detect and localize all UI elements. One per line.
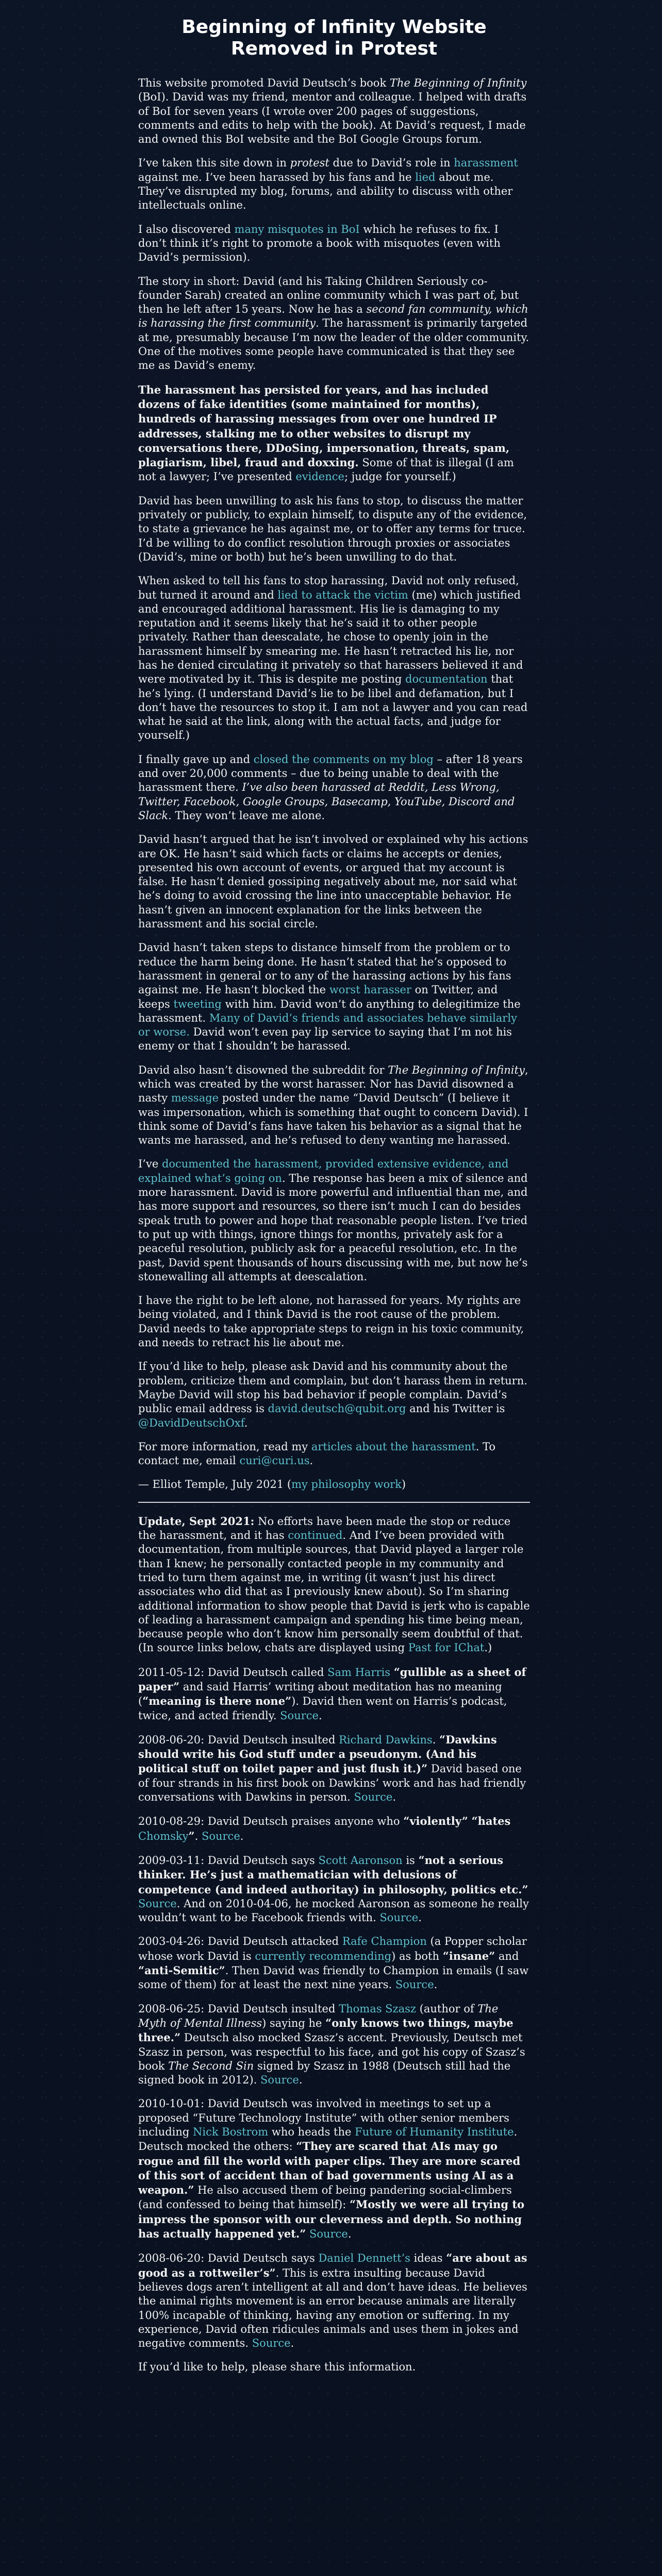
text: – after 18 years and over 20,000 comments – due to being unable to deal with the harassment there. [138, 753, 523, 794]
text: 2010-08-29: David Deutsch praises anyone who [138, 1815, 404, 1828]
paragraph-closed-comments [138, 753, 530, 823]
divider [138, 1502, 530, 1503]
text: I also discovered [138, 223, 235, 235]
text: David hasn’t argued that he isn’t involved or explained why his actions are OK. He hasn’t said which facts or claims he accepts or denies, presented his own account of events, or argued that my account is false. He hasn’t denied gossiping negatively about me, nor said what he’s doing to avoid crossing the line into unacceptable behavior. He hasn’t given an innocent explanation for the links between the harassment and his social circle. [138, 833, 528, 930]
text: and [495, 1950, 519, 1962]
quote: ” [188, 1829, 195, 1842]
richard-dawkins-link[interactable]: Richard Dawkins [339, 1733, 433, 1746]
text: Deutsch also mocked Szasz’s accent. Previously, Deutsch met Szasz in person, was respectful to his face, and got his copy of Szasz’s book [138, 2031, 525, 2072]
source-link[interactable]: Source [252, 2337, 291, 2350]
text: David also hasn’t disowned the subreddit for [138, 1063, 388, 1076]
text: with him. David won’t do anything to delegitimize the harassment. [138, 997, 521, 1024]
text [390, 1666, 394, 1679]
scott-aaronson-link[interactable]: Scott Aaronson [318, 1854, 403, 1867]
text: . [434, 1978, 438, 1991]
text: 2003-04-26: David Deutsch attacked [138, 1935, 342, 1948]
text: that he’s lying. (I understand David’s lie to be libel and defamation, but I don’t have the resources to stop it. I am not a lawyer and you can read what he said at the link, along with the actual facts, and judge for yourself.) [138, 673, 528, 742]
text: This website promoted David Deutsch’s book [138, 77, 390, 89]
book-title: The Beginning of Infinity [389, 77, 527, 89]
text: . [309, 1454, 313, 1467]
text: I’ve taken this site down in [138, 157, 290, 170]
text: which he refuses to fix. I don’t think it’s right to promote a book with misquotes (even with David’s permission). [138, 223, 501, 264]
quote: “gullible as a sheet of paper” [138, 1665, 526, 1693]
paragraph-no-distance [138, 941, 530, 1053]
text: . [290, 2337, 294, 2350]
entry-aaronson [138, 1853, 530, 1925]
contact-email-link[interactable]: curi@curi.us [239, 1454, 310, 1467]
text: ) saying he [262, 2016, 326, 2029]
continued-link[interactable]: continued [288, 1529, 343, 1542]
source-link[interactable]: Source [379, 1911, 419, 1924]
text: He also accused them of being pandering social-climbers (and confessed to being that himself): [138, 2184, 512, 2211]
text: due to David’s role in [329, 157, 454, 170]
text: . [347, 2228, 352, 2241]
source-link[interactable]: Source [354, 1791, 393, 1804]
text: . [392, 1791, 396, 1804]
text: , which was created by the worst harasser. Nor has David disowned a nasty [138, 1063, 528, 1105]
text: The story in short: David (and his Taking Children Seriously co-founder Sarah) created an online community which I was part of, but then he left after 15 years. Now he has a [138, 275, 519, 316]
entry-dawkins [138, 1733, 530, 1804]
text: (BoI). David was my friend, mentor and colleague. I helped with drafts of BoI for seven years (I wrote over 200 pages of suggestions, comments and edits to help with the book). At David’s request, I made and owned this BoI website and the BoI Google Groups forum. [138, 91, 527, 146]
text: ; judge for yourself.) [344, 470, 456, 483]
text: and his Twitter is [406, 1402, 505, 1415]
text: . The harassment is primarily targeted at me, presumably because I’m now the leader of the older community. One of the motives some people have communicated is that they see me as David’s enemy. [138, 317, 529, 372]
text: posted under the name “David Deutsch” (I believe it was impersonation, which is something that ought to concern David). I think some of David’s fans have taken his behavior as a signal that he wants me harassed, and he’s refused to deny wanting me harassed. [138, 1092, 528, 1147]
text: 2010-10-01: David Deutsch was involved in meetings to set up a proposed “Future Technology Institute” with other senior members including [138, 2097, 509, 2138]
text: 2009-03-11: David Deutsch says [138, 1854, 319, 1867]
update-label: Update, Sept 2021: [138, 1514, 255, 1528]
book-title: The Beginning of Infinity [388, 1063, 525, 1076]
text: (author of [416, 2002, 478, 2015]
text: When asked to tell his fans to stop harassing, David not only refused, but turned it around and [138, 574, 519, 601]
quote: “Mostly we were all trying to impress the sponsor with our cleverness and depth. So nothing has actually happened yet.” [138, 2198, 525, 2241]
text: ideas [410, 2252, 446, 2265]
update-paragraph [138, 1514, 530, 1655]
currently-recommending-link[interactable]: currently recommending [255, 1950, 392, 1962]
text: about me. They’ve disrupted my blog, forums, and ability to discuss with other intellectuals online. [138, 171, 513, 212]
entry-sam-harris [138, 1665, 530, 1723]
paragraph-story [138, 275, 530, 373]
friends-associates-link[interactable]: Many of David’s friends and associates behave similarly or worse. [138, 1011, 517, 1039]
text: signed by Szasz in 1988 (Deutsch still had the signed book in 2012). [138, 2059, 511, 2087]
emphasis: I’ve also been harassed at Reddit, Less Wrong, Twitter, Facebook, Google Groups, Basecamp, YouTube, Discord and Slack. [138, 781, 515, 822]
quote: “only knows two things, maybe three.” [138, 2016, 514, 2044]
quote: “not a serious thinker. He’s just a mathematician with delusions of competence (and indeed authoritay) in philosophy, politics etc.” [138, 1853, 528, 1896]
text: against me. I’ve been harassed by his fans and he [138, 171, 416, 183]
quote: “are about as good as a rottweiler’s” [138, 2251, 527, 2279]
text: David based one of four strands in his first book on Dawkins’ work and has had friendly conversations with Dawkins in person. [138, 1762, 526, 1804]
message-link[interactable]: message [171, 1092, 219, 1105]
text: . And on 2010-04-06, he mocked Aaronson as someone he really wouldn’t want to be Facebook friends with. [138, 1897, 529, 1924]
harassment-articles-link[interactable]: articles about the harassment [311, 1440, 476, 1453]
text: Some of that is illegal (I am not a lawyer; I’ve presented [138, 456, 514, 483]
quote: “violently” [403, 1815, 468, 1828]
text: . [432, 1733, 440, 1746]
sam-harris-link[interactable]: Sam Harris [327, 1666, 391, 1679]
text [468, 1815, 472, 1827]
text: ). David then went on Harris’s podcast, twice, and acted friendly. [138, 1695, 507, 1722]
quote: “hates [471, 1815, 511, 1828]
text: . Deutsch mocked the others: [138, 2126, 518, 2153]
text: (a Popper scholar whose work David is [138, 1935, 527, 1962]
text: ) [401, 1478, 406, 1491]
paragraph-not-argued [138, 833, 530, 931]
paragraph-documented [138, 1157, 530, 1284]
david-email-link[interactable]: david.deutsch@qubit.org [268, 1402, 406, 1415]
text: on Twitter, and keeps [138, 984, 498, 1010]
text: is [402, 1854, 419, 1867]
text: 2008-06-20: David Deutsch says [138, 2252, 319, 2265]
thomas-szasz-link[interactable]: Thomas Szasz [339, 2002, 416, 2015]
rafe-champion-link[interactable]: Rafe Champion [342, 1935, 427, 1948]
source-link[interactable]: Source [309, 2228, 348, 2241]
text: I have the right to be left alone, not harassed for years. My rights are being violated, and I think David is the root cause of the problem. David needs to take appropriate steps to reign in his toxic community, and needs to retract his lie about me. [138, 1294, 524, 1349]
text: . [194, 1829, 202, 1842]
text: . [318, 1709, 322, 1722]
text: 2011-05-12: David Deutsch called [138, 1666, 328, 1679]
evidence-link[interactable]: evidence [295, 470, 344, 483]
text: . [244, 1416, 248, 1429]
chomsky-link[interactable]: Chomsky [138, 1829, 189, 1842]
text: and said Harris’ writing about meditation has no meaning ( [138, 1680, 502, 1708]
emphasis: protest [290, 157, 329, 170]
source-link[interactable]: Source [395, 1978, 434, 1991]
text: David has been unwilling to ask his fans to stop, to discuss the matter privately or publicly, to explain himself, to dispute any of the evidence, to state a grievance he has against me, or to offer any terms for truce. I’d be willing to do conflict resolution through proxies or associates (David’s, mine or both) but he’s been unwilling to do that. [138, 494, 527, 563]
text: . Then David was friendly to Champion in emails (I saw some of them) for at least the next nine years. [138, 1964, 529, 1991]
text: 2008-06-25: David Deutsch insulted [138, 2002, 339, 2015]
main-content [138, 10, 530, 2384]
quote: “anti-Semitic” [138, 1964, 225, 1977]
david-twitter-link[interactable]: @DavidDeutschOxf [138, 1416, 244, 1429]
text: (me) which justified and encouraged additional harassment. His lie is damaging to my reputation and it seems likely that he’s said it to other people privately. Rather than deescalate, he chose to openly join in the harassment himself by smearing me. He hasn’t retracted his lie, nor has he denied circulating it privately so that harassers believed it and were motivated by it. This is despite me posting [138, 588, 523, 686]
text: . [299, 2074, 303, 2087]
text: No efforts have been made the stop or reduce the harassment, and it has [138, 1515, 511, 1542]
lied-to-attack-link[interactable]: lied to attack the victim [277, 588, 408, 601]
philosophy-work-link[interactable]: my philosophy work [291, 1478, 402, 1491]
paragraph-misquotes [138, 223, 530, 265]
source-link[interactable]: Source [260, 2074, 299, 2087]
book-title: The Myth of Mental Illness [138, 2002, 499, 2029]
text: . [240, 1829, 244, 1842]
paragraph-protest [138, 156, 530, 212]
text: . This is extra insulting because David believes dogs aren’t intelligent at all and don’t have ideas. He believes the animal rights movement is an error because animals are literally 100% incapable of thinking, having any emotion or suffering. In my experience, David often ridicules animals and uses them in jokes and negative comments. [138, 2266, 527, 2350]
closing-paragraph [138, 2360, 530, 2374]
worst-harasser-link[interactable]: worst harasser [329, 984, 411, 996]
future-of-humanity-link[interactable]: Future of Humanity Institute [355, 2126, 514, 2138]
text: — Elliot Temple, July 2021 ( [138, 1478, 292, 1491]
paragraph-harassment-summary [138, 383, 530, 484]
quote: “insane” [442, 1949, 495, 1962]
text: I’ve [138, 1158, 162, 1171]
quote: “meaning is there none” [142, 1694, 292, 1708]
entry-dennett [138, 2251, 530, 2350]
paragraph-rights [138, 1294, 530, 1350]
lied-link[interactable]: lied [415, 171, 436, 183]
entry-szasz [138, 2002, 530, 2088]
text: . To contact me, email [138, 1440, 496, 1467]
text: . The response has been a mix of silence and more harassment. David is more powerful and influential than me, and has more support and resources, so there isn’t much I can do besides speak truth to power and hope that reasonable people listen. I’ve tried to put up with things, ignore things for months, privately ask for a peaceful resolution, publicly ask for a peaceful resolution, etc. In the past, David spent thousands of hours discussing with me, but now he’s stonewalling all attempts at deescalation. [138, 1172, 528, 1283]
text: If you’d like to help, please ask David and his community about the problem, criticize them and complain, but don’t harass them in return. Maybe David will stop his bad behavior if people complain. David’s public email address is [138, 1360, 527, 1415]
text: I finally gave up and [138, 753, 254, 766]
text: David won’t even pay lip service to saying that I’m not his enemy or that I shouldn’t be harassed. [138, 1026, 512, 1053]
tweeting-link[interactable]: tweeting [173, 997, 222, 1010]
text: . And I’ve been provided with documentation, from multiple sources, that David played a larger role than I knew; he personally contacted people in my community and tried to turn them against me, in writing (it wasn’t just his direct associates who did that as I previously knew about). So I’m sharing additional information to show people that David is jerk who is capable of leading a harassment campaign and spending his time being mean, because people who don’t know him personally seem doubtful of that. (In source links below, chats are displayed using [138, 1529, 530, 1654]
paragraph-book-intro [138, 76, 530, 146]
text [306, 2228, 309, 2240]
entry-chomsky [138, 1814, 530, 1843]
text: David hasn’t taken steps to distance himself from the problem or to reduce the harm being done. He hasn’t stated that he’s opposed to harassment in general or to any of the harassing actions by his fans against me. He hasn’t blocked the [138, 941, 511, 996]
past-for-ichat-link[interactable]: Past for IChat [408, 1641, 485, 1654]
text: For more information, read my [138, 1440, 311, 1453]
nick-bostrom-link[interactable]: Nick Bostrom [193, 2126, 269, 2138]
quote: “Dawkins should write his God stuff under a pseudonym. (And his political stuff on toilet paper and just flush it.)” [138, 1733, 497, 1775]
signature [138, 1478, 530, 1492]
source-link[interactable]: Source [280, 1709, 319, 1722]
paragraph-subreddit [138, 1063, 530, 1148]
misquotes-link[interactable]: many misquotes in BoI [234, 223, 360, 235]
source-link[interactable]: Source [201, 1829, 240, 1842]
closed-comments-link[interactable]: closed the comments on my blog [253, 753, 434, 766]
harassment-link[interactable]: harassment [454, 157, 518, 170]
text: ) as both [391, 1950, 443, 1962]
text: If you’d like to help, please share this information. [138, 2361, 416, 2374]
bold-text: The harassment has persisted for years, and has included dozens of fake identities (some maintained for months), hundreds of harassing messages from over one hundred IP addresses, stalking me to other websites to disrupt my conversations there, DDoSing, impersonation, threats, spam, plagiarism, libel, fraud and doxxing. [138, 383, 510, 469]
paragraph-more-info [138, 1440, 530, 1468]
text: .) [484, 1641, 492, 1654]
documented-harassment-link[interactable]: documented the harassment, provided extensive evidence, and explained what’s going on [138, 1158, 509, 1184]
book-title: The Second Sin [168, 2059, 254, 2072]
text: who heads the [268, 2126, 355, 2138]
entry-champion [138, 1935, 530, 1992]
text: They won’t leave me alone. [171, 809, 325, 822]
paragraph-unwilling [138, 494, 530, 564]
daniel-dennett-link[interactable]: Daniel Dennett’s [318, 2252, 410, 2265]
text: 2008-06-20: David Deutsch insulted [138, 1733, 339, 1746]
documentation-link[interactable]: documentation [405, 673, 488, 686]
source-link[interactable]: Source [138, 1897, 177, 1910]
quote: “They are scared that AIs may go rogue and fill the world with paper clips. They are more scared of this sort of accident than of bad governments using AI as a weapon.” [138, 2140, 521, 2197]
entry-future-technology [138, 2097, 530, 2241]
paragraph-help [138, 1360, 530, 1430]
paragraph-lie [138, 574, 530, 743]
page-title: Beginning of Infinity Website Removed in Protest [181, 16, 487, 59]
text: . [418, 1911, 422, 1924]
emphasis: second fan community, which is harassing the first community [138, 303, 528, 330]
